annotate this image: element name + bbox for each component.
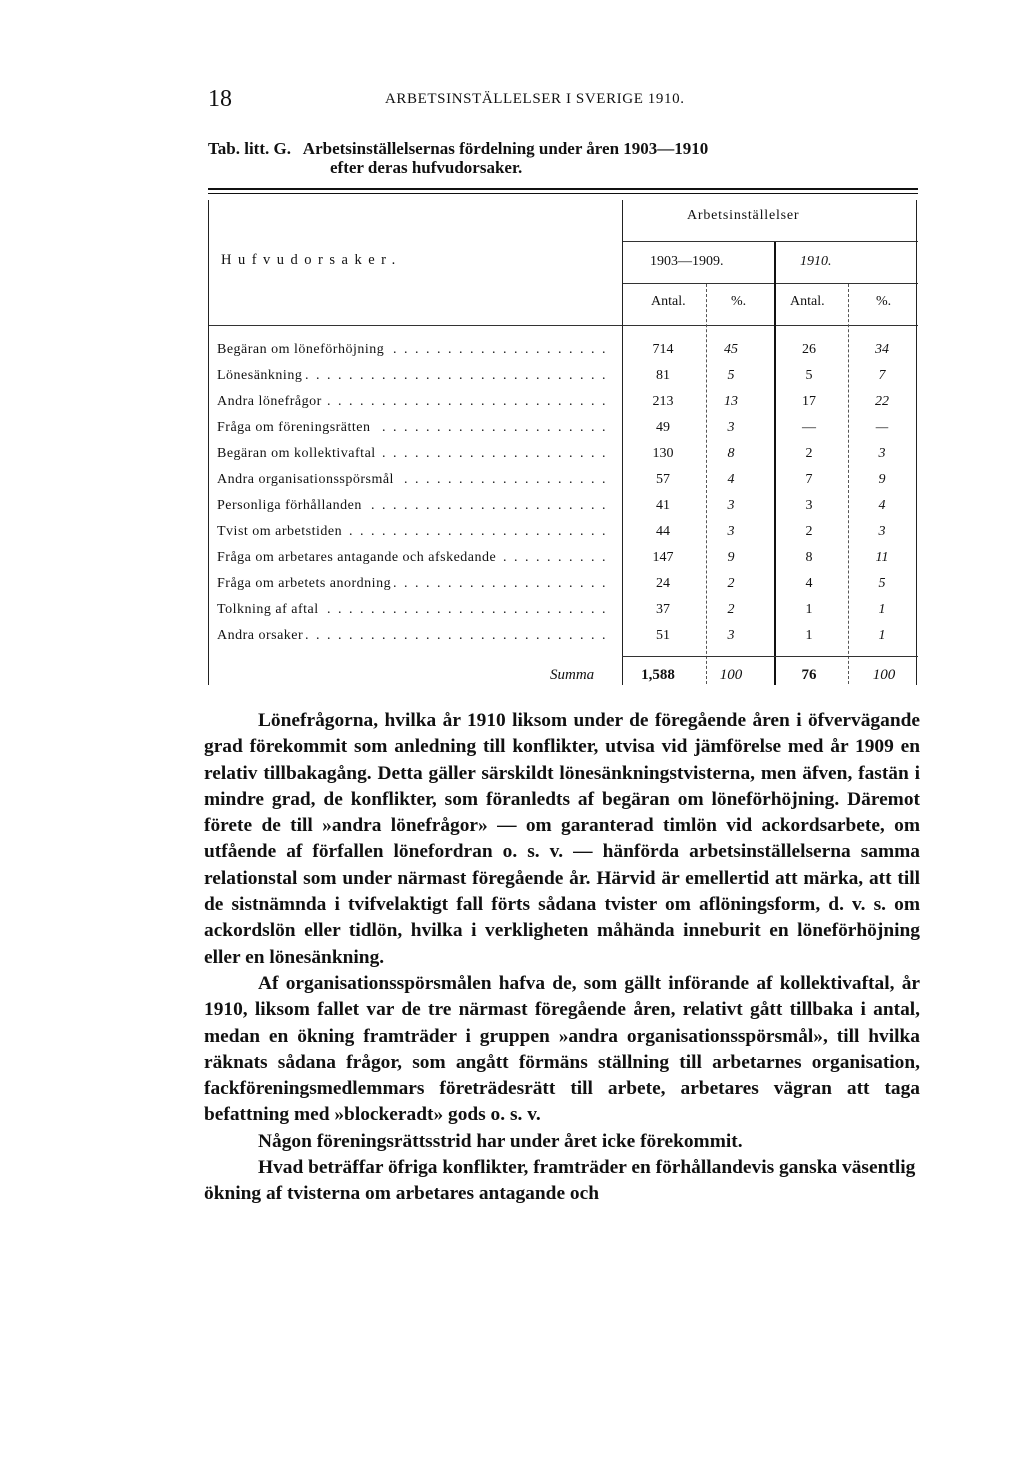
table-row <box>217 550 917 576</box>
table-row <box>217 342 917 368</box>
row-label: Personliga förhållanden <box>217 498 365 513</box>
row-label: Begäran om kollektivaftal <box>217 446 379 461</box>
row-label: Tolkning af aftal <box>217 602 322 617</box>
cell-antal-1910: 3 <box>805 498 813 513</box>
page-number: 18 <box>208 86 232 112</box>
caption-tab-label: Tab. <box>208 139 240 158</box>
cell-pct-1903-1909: 2 <box>727 576 735 591</box>
cell-pct-1910: 7 <box>878 368 886 383</box>
cell-pct-1903-1909: 13 <box>724 394 738 409</box>
cell-antal-1910: 2 <box>805 446 813 461</box>
cell-pct-1910: — <box>875 420 889 435</box>
cell-pct-1910: 11 <box>875 550 889 565</box>
row-label: Lönesänkning <box>217 368 305 383</box>
header-period-1903-1909: 1903—1909. <box>650 254 724 269</box>
row-label: Andra orsaker <box>217 628 306 643</box>
cell-antal-1903-1909: 37 <box>656 602 670 617</box>
table-top-rule <box>208 188 918 190</box>
cell-antal-1903-1909: 41 <box>656 498 670 513</box>
cell-antal-1910: 1 <box>805 602 813 617</box>
cell-pct-1910: 9 <box>878 472 886 487</box>
cell-antal-1903-1909: 44 <box>656 524 670 539</box>
header-bottom-rule <box>208 325 918 326</box>
summa-pct-1910: 100 <box>872 667 896 683</box>
cell-pct-1910: 1 <box>878 602 886 617</box>
cell-antal-1910: — <box>802 420 816 435</box>
row-label: Begäran om löneförhöjning <box>217 342 387 357</box>
cell-pct-1903-1909: 5 <box>727 368 735 383</box>
table-row <box>217 420 917 446</box>
paragraph-lonefragor: Lönefrågorna, hvilka år 1910 liksom under de föregående åren i öfvervägande grad förekommit som anledning till konflikter, utvisa vid jämförelse med år 1909 en relativ tillbakagång. Detta gäller särskildt lönesänkningstvisterna, men äfven, fastän i mindre grad, de konflikter, som föranledts af begäran om löneförhöjning. Däremot förete de till »andra lönefrågor» — om garanterad timlön vid ackordsarbete, om utfående af förfallen lönefordran o. s. v. — hänförda arbetsinställelserna samma relationstal som under närmast föregående år. Härvid är emellertid att märka, att till de sistnämnda i tvifvelaktigt fall förts sådana tvister om aflöningsform, d. v. s. om ackordslön eller tidlön, hvilka i verkligheten måhända inneburit en löneförhöjning eller en lönesänkning. <box>204 710 920 968</box>
row-label: Fråga om arbetets anordning <box>217 576 394 591</box>
body-text <box>204 708 920 1208</box>
header-arbetsinstallelser: Arbetsinställelser <box>687 208 800 223</box>
paragraph-ofriga-konflikter: Hvad beträffar öfriga konflikter, framträder en förhållandevis ganska väsentlig ökning af tvisterna om arbetares antagande och <box>204 1157 916 1205</box>
header-period-1910: 1910. <box>800 254 832 269</box>
cell-pct-1903-1909: 3 <box>727 628 735 643</box>
row-label: Andra organisationsspörsmål <box>217 472 397 487</box>
table-left-edge <box>208 200 209 685</box>
table-row <box>217 394 917 420</box>
sum-rule <box>622 656 918 657</box>
table-row <box>217 576 917 602</box>
summa-label: Summa <box>550 667 595 683</box>
table-row <box>217 472 917 498</box>
cell-antal-1910: 17 <box>802 394 816 409</box>
cell-antal-1910: 5 <box>805 368 813 383</box>
cell-pct-1910: 5 <box>878 576 886 591</box>
cell-pct-1903-1909: 3 <box>727 420 735 435</box>
cell-antal-1903-1909: 49 <box>656 420 670 435</box>
table-row <box>217 368 917 394</box>
row-label: Andra lönefrågor <box>217 394 325 409</box>
cell-antal-1903-1909: 130 <box>652 446 674 461</box>
caption-title-line2: efter deras hufvudorsaker. <box>330 158 523 177</box>
table-row <box>217 524 917 550</box>
cell-pct-1910: 3 <box>878 524 886 539</box>
cell-antal-1910: 4 <box>805 576 813 591</box>
cell-antal-1903-1909: 51 <box>656 628 670 643</box>
cell-pct-1903-1909: 3 <box>727 498 735 513</box>
cell-antal-1910: 1 <box>805 628 813 643</box>
running-head: ARBETSINSTÄLLELSER I SVERIGE 1910. <box>385 91 685 107</box>
cell-pct-1903-1909: 8 <box>727 446 735 461</box>
row-label: Fråga om föreningsrätten <box>217 420 374 435</box>
summa-antal-1910: 76 <box>801 667 817 683</box>
header-pct-2: %. <box>876 294 892 309</box>
cell-antal-1903-1909: 147 <box>652 550 674 565</box>
cell-antal-1910: 7 <box>805 472 813 487</box>
table-top-rule-thin <box>208 193 918 194</box>
header-antal-1: Antal. <box>651 294 686 309</box>
cell-antal-1910: 8 <box>805 550 813 565</box>
row-label: Fråga om arbetares antagande och afskedande <box>217 550 499 565</box>
group-header-rule <box>622 241 918 242</box>
table-row <box>217 602 917 628</box>
cell-antal-1910: 2 <box>805 524 813 539</box>
paragraph-organisationsspörsmal: Af organisationsspörsmålen hafva de, som gällt införande af kollektivaftal, år 1910, liksom fallet var de tre närmast föregående åren, relativt gått tillbaka i antal, medan en ökning framträder i gruppen »andra organisationsspörsmål», till hvilka räknats sådana frågor, som angått förmäns ställning till arbetarnes organisation, fackföreningsmedlemmars företrädesrätt till arbete, arbetares vägran att taga befattning med »blockeradt» gods o. s. v. <box>204 972 920 1126</box>
period-header-rule <box>622 283 918 284</box>
cell-pct-1910: 3 <box>878 446 886 461</box>
caption-title-line1: Arbetsinställelsernas fördelning under åren 1903—1910 <box>302 139 709 158</box>
cell-pct-1903-1909: 45 <box>724 342 738 357</box>
cell-pct-1910: 4 <box>878 498 886 513</box>
cell-antal-1903-1909: 24 <box>656 576 670 591</box>
caption-litt-label: litt. G. <box>244 139 291 158</box>
cell-pct-1910: 34 <box>875 342 889 357</box>
cell-pct-1910: 22 <box>875 394 889 409</box>
table-row <box>217 498 917 524</box>
header-hufvudorsaker: Hufvudorsaker. <box>221 252 402 268</box>
cell-pct-1903-1909: 9 <box>727 550 735 565</box>
header-pct-1: %. <box>731 294 747 309</box>
cell-antal-1903-1909: 213 <box>652 394 674 409</box>
table-caption <box>208 139 708 159</box>
table-row <box>217 446 917 472</box>
cell-pct-1910: 1 <box>878 628 886 643</box>
cell-antal-1903-1909: 714 <box>652 342 674 357</box>
table-row <box>217 628 917 654</box>
cell-pct-1903-1909: 4 <box>727 472 735 487</box>
summa-antal-1903-1909: 1,588 <box>641 667 675 683</box>
cell-antal-1910: 26 <box>802 342 816 357</box>
cell-pct-1903-1909: 2 <box>727 602 735 617</box>
paragraph-foreningsratt: Någon föreningsrättsstrid har under året icke förekommit. <box>258 1130 743 1152</box>
summa-pct-1903-1909: 100 <box>719 667 743 683</box>
cell-antal-1903-1909: 57 <box>656 472 670 487</box>
cell-antal-1903-1909: 81 <box>656 368 670 383</box>
cell-pct-1903-1909: 3 <box>727 524 735 539</box>
row-label: Tvist om arbetstiden <box>217 524 345 539</box>
header-antal-2: Antal. <box>790 294 825 309</box>
